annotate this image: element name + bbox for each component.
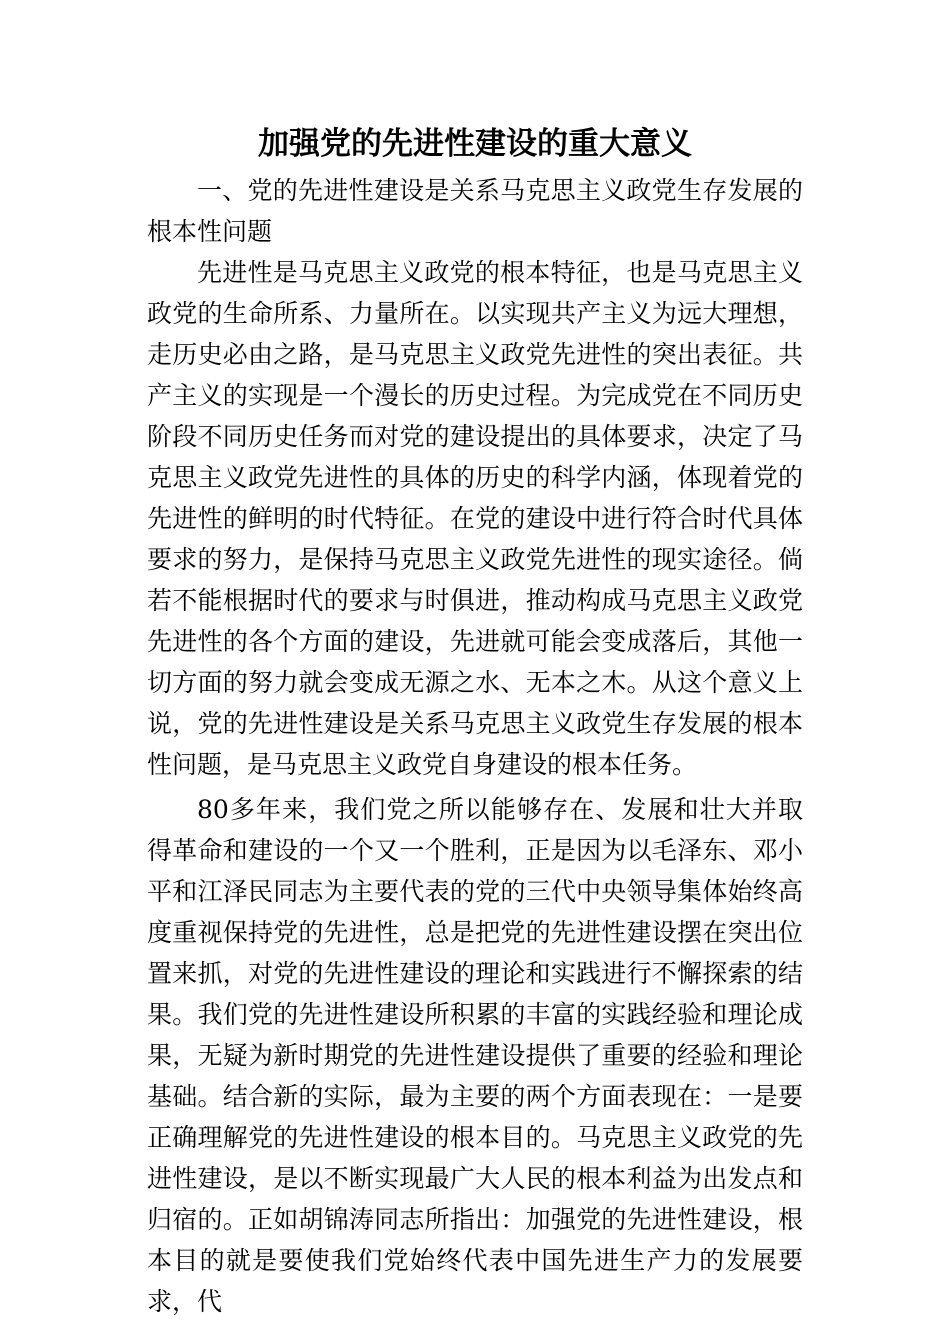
document-body bbox=[147, 170, 803, 1326]
body-paragraph: 先进性是马克思主义政党的根本特征，也是马克思主义政党的生命所系、力量所在。以实现共产主义为远大理想，走历史必由之路，是马克思主义政党先进性的突出表征。共产主义的实现是一个漫长的历史过程。为完成党在不同历史阶段不同历史任务而对党的建设提出的具体要求，决定了马克思主义政党先进性的具体的历史的科学内涵，体现着党的先进性的鲜明的时代特征。在党的建设中进行符合时代具体要求的努力，是保持马克思主义政党先进性的现实途径。倘若不能根据时代的要求与时俱进，推动构成马克思主义政党先进性的各个方面的建设，先进就可能会变成落后，其他一切方面的努力就会变成无源之水、无本之木。从这个意义上说，党的先进性建设是关系马克思主义政党生存发展的根本性问题，是马克思主义政党自身建设的根本任务。 bbox=[147, 258, 803, 779]
document-title: 加强党的先进性建设的重大意义 bbox=[258, 126, 692, 162]
section-heading: 一、党的先进性建设是关系马克思主义政党生存发展的根本性问题 bbox=[147, 176, 803, 246]
body-paragraph: 80多年来，我们党之所以能够存在、发展和壮大并取得革命和建设的一个又一个胜利，正是因为以毛泽东、邓小平和江泽民同志为主要代表的党的三代中央领导集体始终高度重视保持党的先进性，总是把党的先进性建设摆在突出位置来抓，对党的先进性建设的理论和实践进行不懈探索的结果。我们党的先进性建设所积累的丰富的实践经验和理论成果，无疑为新时期党的先进性建设提供了重要的经验和理论基础。结合新的实际，最为主要的两个方面表现在：一是要正确理解党的先进性建设的根本目的。马克思主义政党的先进性建设，是以不断实现最广大人民的根本利益为出发点和归宿的。正如胡锦涛同志所指出：加强党的先进性建设，根本目的就是要使我们党始终代表中国先进生产力的发展要求，代 bbox=[147, 795, 803, 1316]
